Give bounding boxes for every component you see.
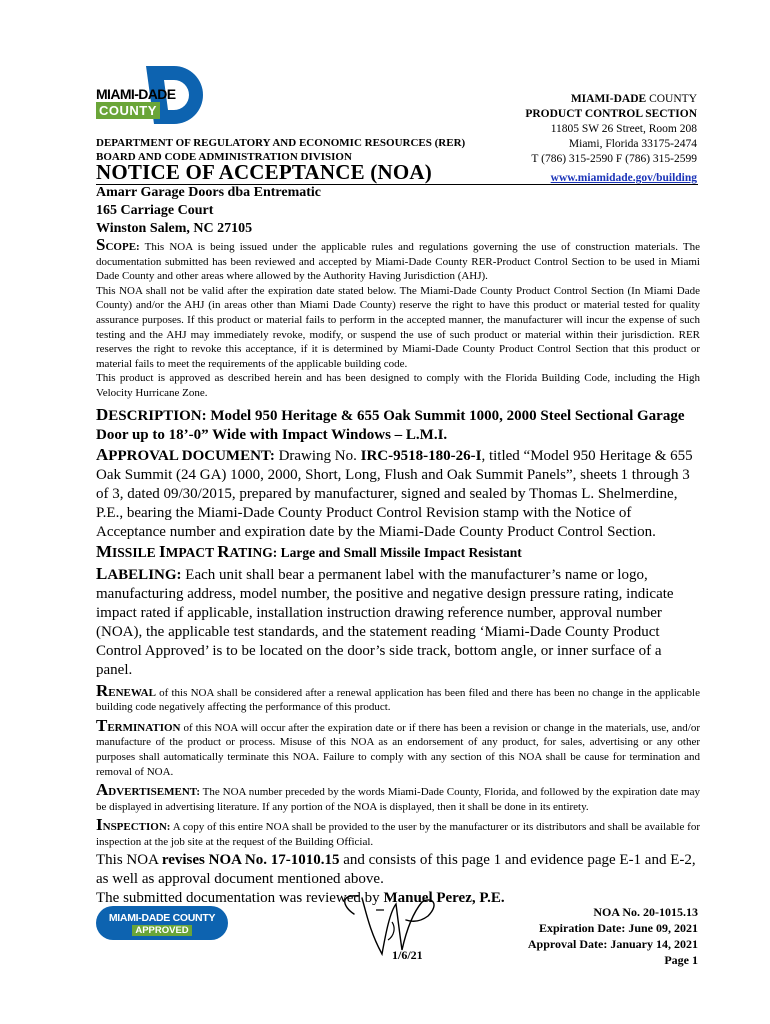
- reviewer-name: Manuel Perez, P.E.: [383, 890, 505, 907]
- missile-h3: I: [158, 541, 166, 561]
- scope-approval-paragraph: This product is approved as described herein and has been designed to comply with the Florida Building Code, including the High Velocity Hurricane Zone.: [96, 372, 700, 399]
- description-text: Model 950 Heritage & 655 Oak Summit 1000, 2000 Steel Sectional Garage Door up to 18’-0” Wide with Impact Windows – L.M.I.: [96, 407, 685, 443]
- footer-block: [528, 904, 698, 968]
- missile-h1: M: [96, 541, 113, 561]
- department-line-1: DEPARTMENT OF REGULATORY AND ECONOMIC RESOURCES (RER): [96, 137, 466, 149]
- termination-text: of this NOA will occur after the expiration date or if there has been a revision or change in the materials, use, and/or manufacture of the product or process. Misuse of this NOA as an endorsement of any product, for sales, advertising or any other purposes shall automatically terminate this NOA. Failure to comply with any section of this NOA shall be cause for termination and removal of NOA.: [96, 721, 700, 778]
- renewal-heading: ENEWAL: [108, 686, 156, 699]
- renewal-text: of this NOA shall be considered after a renewal application has been filed and there has been no change in the applicable building code negatively affecting the performance of this product.: [96, 686, 700, 714]
- approval-pre: Drawing No.: [274, 447, 361, 464]
- revises-noa-number: revises NOA No. 17-1010.15: [161, 852, 340, 869]
- department-line-2: BOARD AND CODE ADMINISTRATION DIVISION: [96, 151, 352, 163]
- missile-rating-paragraph: [96, 542, 700, 562]
- stamp-line-1: MIAMI-DADE COUNTY: [108, 912, 216, 924]
- reviewed-pre: The submitted documentation was reviewed by: [96, 890, 384, 907]
- addressee-block: [96, 184, 321, 238]
- missile-rating-text: Large and Small Missile Impact Resistant: [277, 544, 522, 560]
- address-block: [525, 92, 697, 186]
- renewal-paragraph: [96, 680, 700, 715]
- renewal-heading-initial: R: [96, 680, 109, 700]
- footer-expiration: Expiration Date: June 09, 2021: [539, 921, 698, 935]
- termination-paragraph: [96, 715, 700, 779]
- advertisement-heading-initial: A: [96, 780, 109, 800]
- footer-approval: Approval Date: January 14, 2021: [527, 937, 698, 951]
- missile-h2: ISSILE: [112, 544, 159, 560]
- labeling-heading: ABELING:: [107, 566, 182, 583]
- approval-text: , titled “Model 950 Heritage & 655 Oak Summit (24 GA) 1000, 2000, Short, Long, Flush and Oak Summit Panels”, sheets 1 through 3 of 3, dated 09/30/2015, prepared by manufacturer, signed and sealed by Thomas L. Shelmerdine, P.E., bearing the Miami-Dade County Product Control Revision stamp with the Notice of Acceptance number and expiration date by the Miami-Dade County Product Control Section.: [96, 447, 693, 540]
- revises-post: and consists of this page 1 and evidence page E-1 and E-2, as well as approval document mentioned above.: [96, 852, 696, 888]
- address-street: 11805 SW 26 Street, Room 208: [550, 123, 697, 135]
- approved-stamp: [96, 906, 228, 940]
- miami-dade-logo: [94, 66, 210, 124]
- description-heading: ESCRIPTION:: [108, 407, 207, 424]
- footer-page: Page 1: [664, 953, 698, 967]
- revises-pre: This NOA: [96, 852, 162, 869]
- page-title: NOTICE OF ACCEPTANCE (NOA): [96, 160, 432, 184]
- labeling-heading-initial: L: [96, 563, 108, 583]
- approval-paragraph: [96, 445, 700, 542]
- address-city: Miami, Florida 33175-2474: [568, 138, 697, 150]
- addressee-city: Winston Salem, NC 27105: [96, 221, 253, 236]
- termination-heading-initial: T: [96, 715, 108, 735]
- missile-h6: ATING:: [229, 544, 278, 560]
- approval-heading: PPROVAL DOCUMENT:: [108, 447, 275, 464]
- scope-text: This NOA is being issued under the applicable rules and regulations governing the use of construction materials. The documentation submitted has been reviewed and accepted by Miami-Dade County RER-Product Control Section to be used in Miami Dade County and other areas where allowed by the Authority Having Jurisdiction (AHJ).: [96, 241, 700, 283]
- document-body: [96, 235, 700, 908]
- signature-date: 1/6/21: [392, 948, 423, 962]
- inspection-heading: NSPECTION:: [102, 821, 171, 834]
- website-link[interactable]: www.miamidade.gov/building: [550, 172, 697, 184]
- addressee-street: 165 Carriage Court: [96, 203, 214, 218]
- termination-heading: ERMINATION: [107, 721, 181, 734]
- address-section: PRODUCT CONTROL SECTION: [525, 108, 697, 120]
- stamp-line-2: APPROVED: [132, 925, 192, 936]
- scope-heading-initial: S: [96, 235, 106, 254]
- scope-validity-paragraph: This NOA shall not be valid after the expiration date stated below. The Miami-Dade County Product Control Section (In Miami Dade County) and/or the AHJ (in areas other than Miami Dade County) reserve the right to have this product or material tested for quality assurance purposes. If this product or material fails to perform in the accepted manner, the manufacturer will incur the expense of such testing and the AHJ may immediately revoke, modify, or suspend the use of such product or material within their jurisdiction. RER reserves the right to revoke this acceptance, if it is determined by Miami-Dade County Product Control Section that this product or material fails to meet the requirements of the applicable building code.: [96, 284, 700, 370]
- logo-text: MIAMI-DADE: [96, 86, 176, 102]
- advertisement-heading: DVERTISEMENT:: [108, 786, 200, 799]
- footer-noa-number: NOA No. 20-1015.13: [593, 905, 698, 919]
- scope-heading: COPE:: [105, 241, 140, 253]
- approval-heading-initial: A: [96, 444, 109, 464]
- inspection-paragraph: [96, 815, 700, 849]
- missile-h4: MPACT: [165, 544, 218, 560]
- labeling-paragraph: [96, 564, 700, 680]
- addressee-name: Amarr Garage Doors dba Entrematic: [96, 185, 321, 200]
- inspection-text: A copy of this entire NOA shall be provided to the user by the manufacturer or its distributors and shall be available for inspection at the job site at the request of the Building Official.: [96, 821, 700, 848]
- address-county: MIAMI-DADE: [570, 93, 647, 105]
- address-county-rest: COUNTY: [646, 93, 697, 105]
- description-paragraph: [96, 405, 700, 445]
- address-phone: T (786) 315-2590 F (786) 315-2599: [531, 153, 697, 165]
- labeling-text: Each unit shall bear a permanent label with the manufacturer’s name or logo, manufacturing address, model number, the positive and negative design pressure rating, indicate impact rated if applicable, installation instruction drawing reference number, approval number (NOA), the applicable test standards, and the statement reading ‘Miami-Dade County Product Control Approved’ is to be located on the door’s side track, bottom angle, or inner surface of a panel.: [96, 566, 674, 678]
- description-heading-initial: D: [96, 404, 109, 424]
- advertisement-paragraph: [96, 780, 700, 814]
- inspection-heading-initial: I: [96, 815, 103, 835]
- advertisement-text: The NOA number preceded by the words Miami-Dade County, Florida, and followed by the expiration date may be displayed in advertising literature. If any portion of the NOA is displayed, then it shall be done in its entirety.: [96, 786, 700, 813]
- approval-drawing-number: IRC-9518-180-26-I: [360, 447, 482, 464]
- logo-county-badge: COUNTY: [96, 102, 160, 119]
- missile-h5: R: [217, 541, 230, 561]
- scope-paragraph: [96, 235, 700, 284]
- revises-paragraph: [96, 851, 700, 889]
